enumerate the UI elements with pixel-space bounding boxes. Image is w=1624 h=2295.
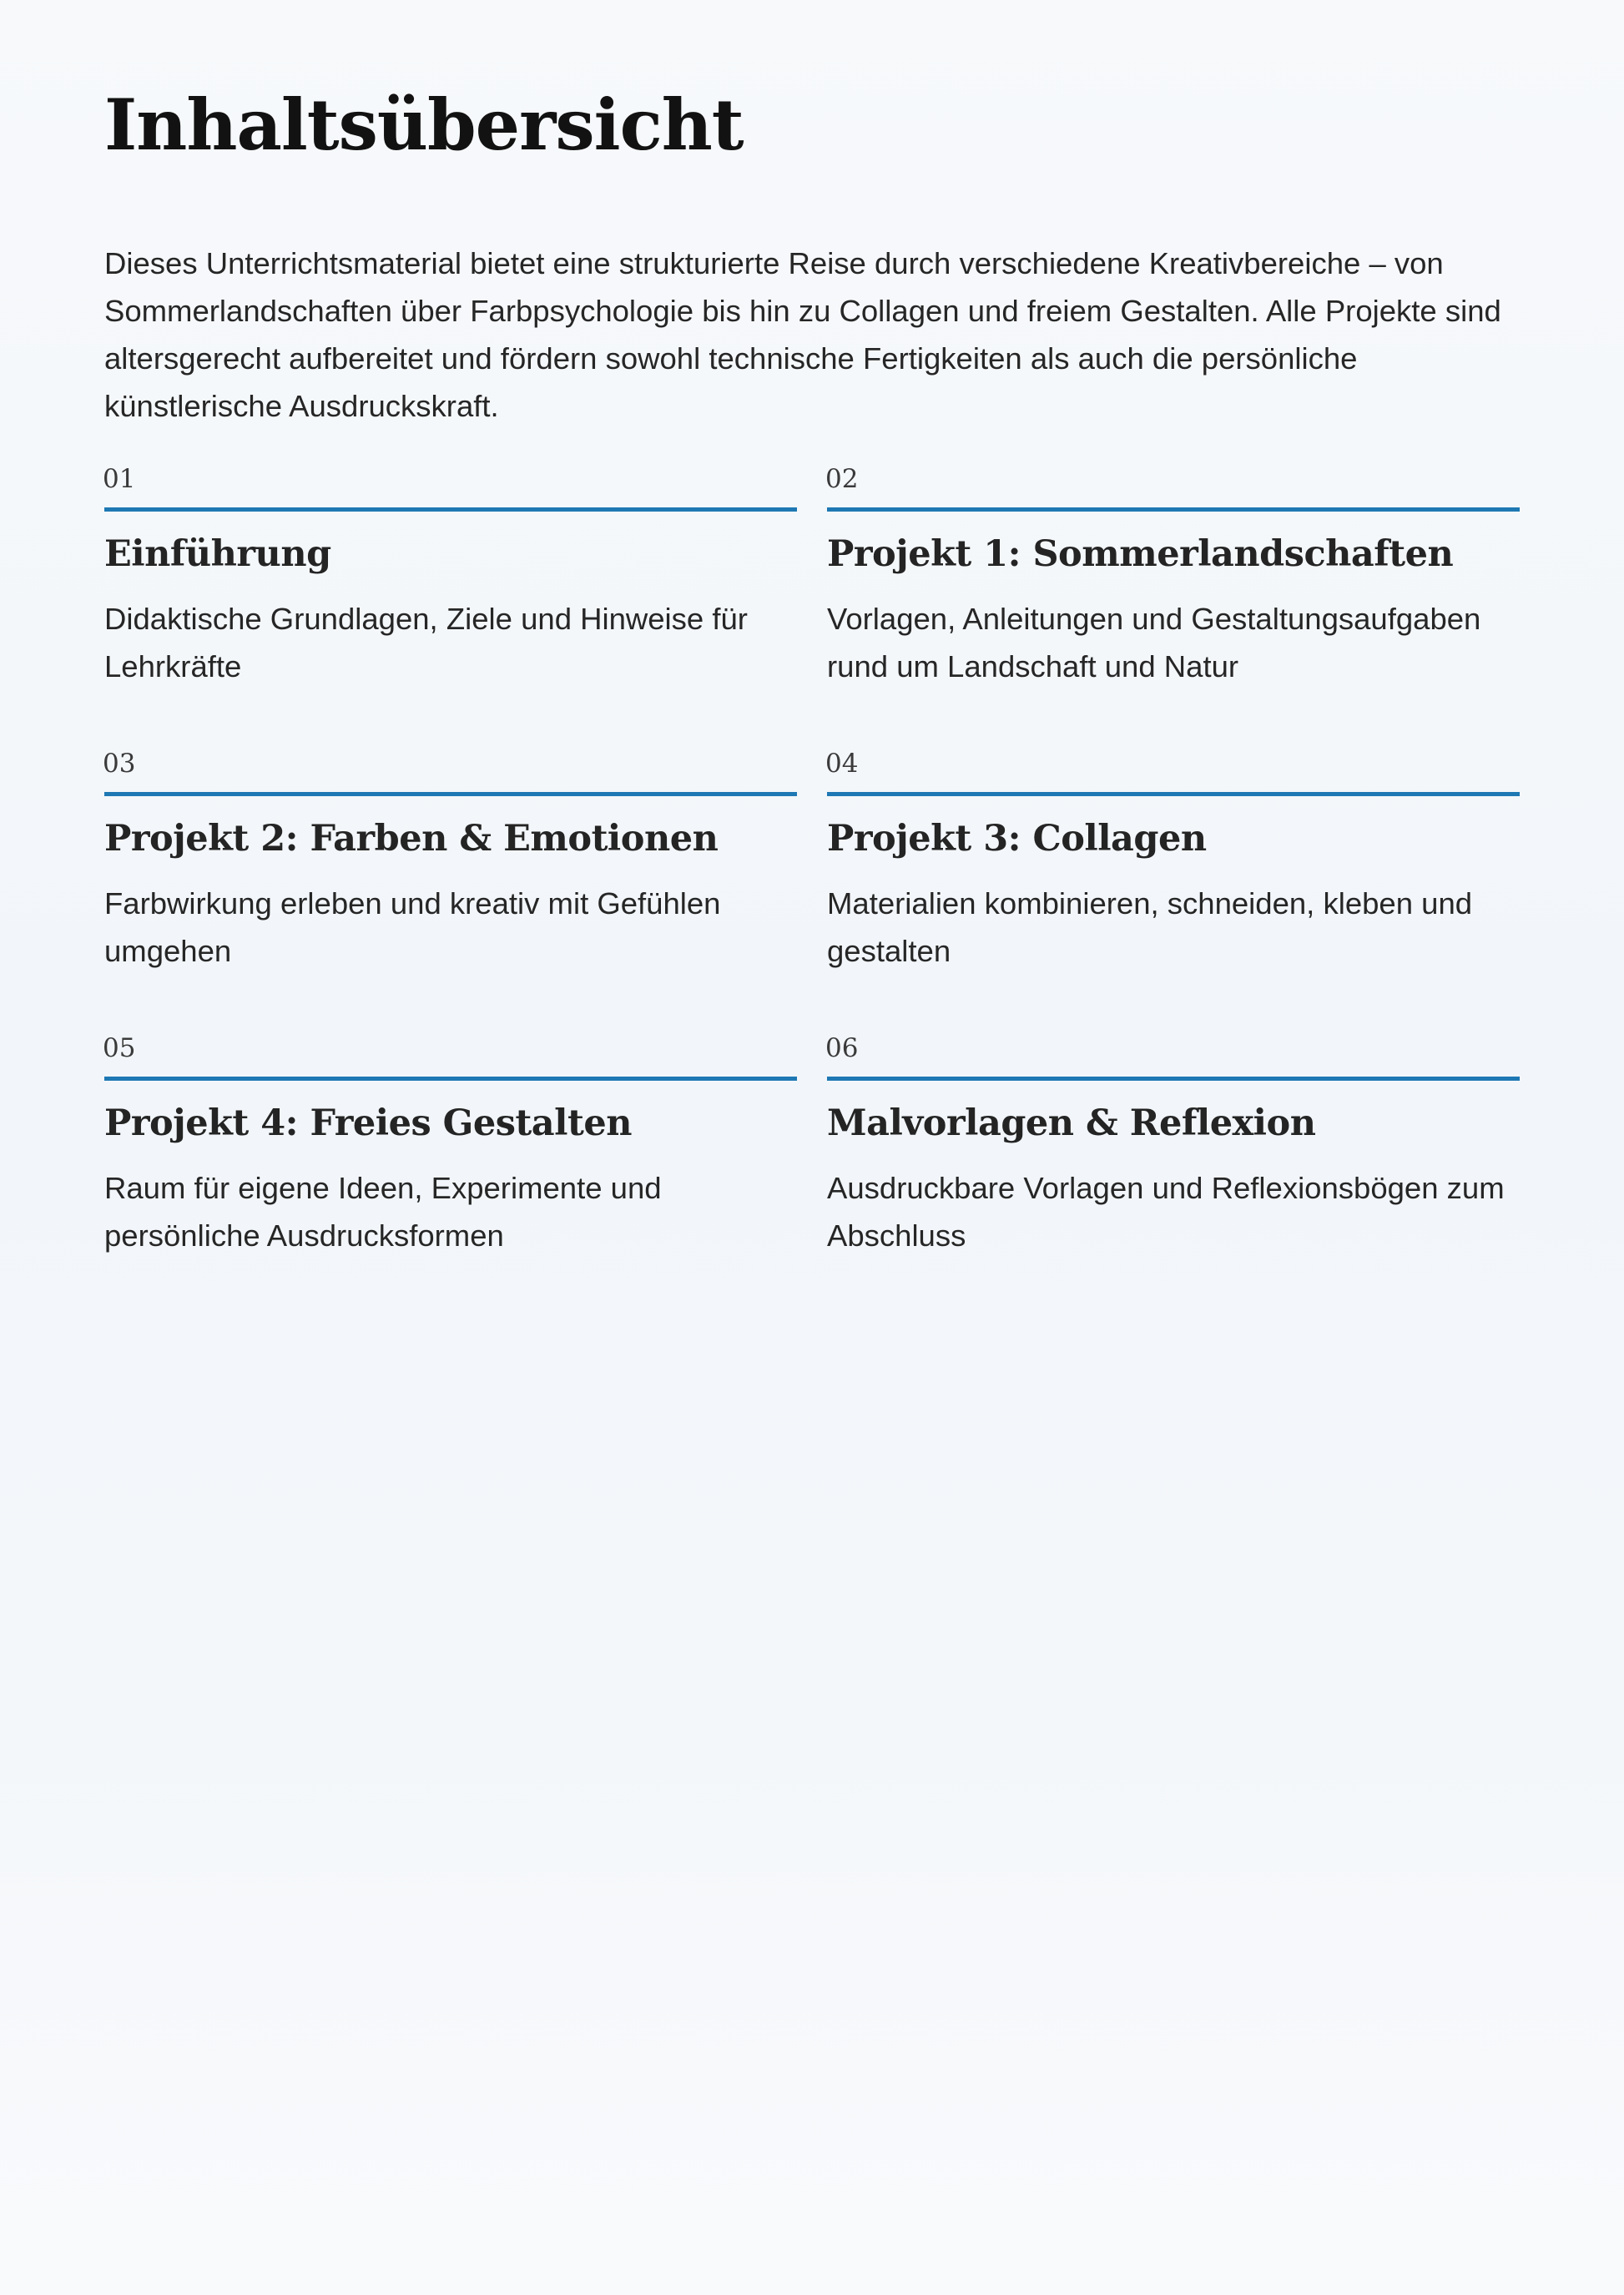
page-title: Inhaltsübersicht — [104, 83, 744, 166]
toc-entry-number: 04 — [825, 749, 859, 779]
toc-entry-number: 02 — [825, 464, 859, 494]
toc-entry-description: Ausdruckbare Vorlagen und Reflexionsbögen zum Abschluss — [827, 1171, 1505, 1253]
toc-entry-05 — [104, 1031, 797, 1315]
toc-entry-description: Raum für eigene Ideen, Experimente und persönliche Ausdrucksformen — [104, 1171, 662, 1253]
toc-entry-description: Materialien kombinieren, schneiden, kleben und gestalten — [827, 886, 1473, 968]
toc-entry-06 — [827, 1031, 1520, 1315]
toc-entry-description: Vorlagen, Anleitungen und Gestaltungsaufgaben rund um Landschaft und Natur — [827, 602, 1481, 683]
intro-paragraph: Dieses Unterrichtsmaterial bietet eine strukturierte Reise durch verschiedene Kreativbereiche – von Sommerlandschaften über Farbpsychologie bis hin zu Collagen und freiem Gestalten. Alle Projekte sind altersgerecht aufbereitet und fördern sowohl technische Fertigkeiten als auch die persönliche künstlerische Ausdruckskraft. — [104, 246, 1501, 423]
toc-entry-divider — [104, 507, 797, 512]
toc-entry-03 — [104, 746, 797, 1031]
toc-entry-04 — [827, 746, 1520, 1031]
toc-entry-02 — [827, 462, 1520, 746]
toc-entry-title: Projekt 2: Farben & Emotionen — [104, 818, 719, 860]
toc-entry-description: Didaktische Grundlagen, Ziele und Hinweise für Lehrkräfte — [104, 602, 748, 683]
toc-entry-divider — [827, 507, 1520, 512]
toc-entry-number: 01 — [103, 464, 136, 494]
toc-entry-title: Projekt 1: Sommerlandschaften — [827, 533, 1454, 575]
table-of-contents — [104, 462, 1520, 1315]
toc-entry-divider — [827, 792, 1520, 796]
toc-entry-title: Malvorlagen & Reflexion — [827, 1102, 1316, 1144]
toc-entry-01 — [104, 462, 797, 746]
toc-entry-divider — [104, 792, 797, 796]
toc-entry-divider — [827, 1077, 1520, 1081]
toc-entry-number: 06 — [825, 1033, 859, 1063]
toc-entry-number: 03 — [103, 749, 136, 779]
toc-entry-title: Projekt 3: Collagen — [827, 818, 1207, 860]
toc-entry-number: 05 — [103, 1033, 136, 1063]
toc-entry-title: Einführung — [104, 533, 331, 575]
toc-entry-title: Projekt 4: Freies Gestalten — [104, 1102, 632, 1144]
toc-entry-description: Farbwirkung erleben und kreativ mit Gefühlen umgehen — [104, 886, 721, 968]
toc-entry-divider — [104, 1077, 797, 1081]
